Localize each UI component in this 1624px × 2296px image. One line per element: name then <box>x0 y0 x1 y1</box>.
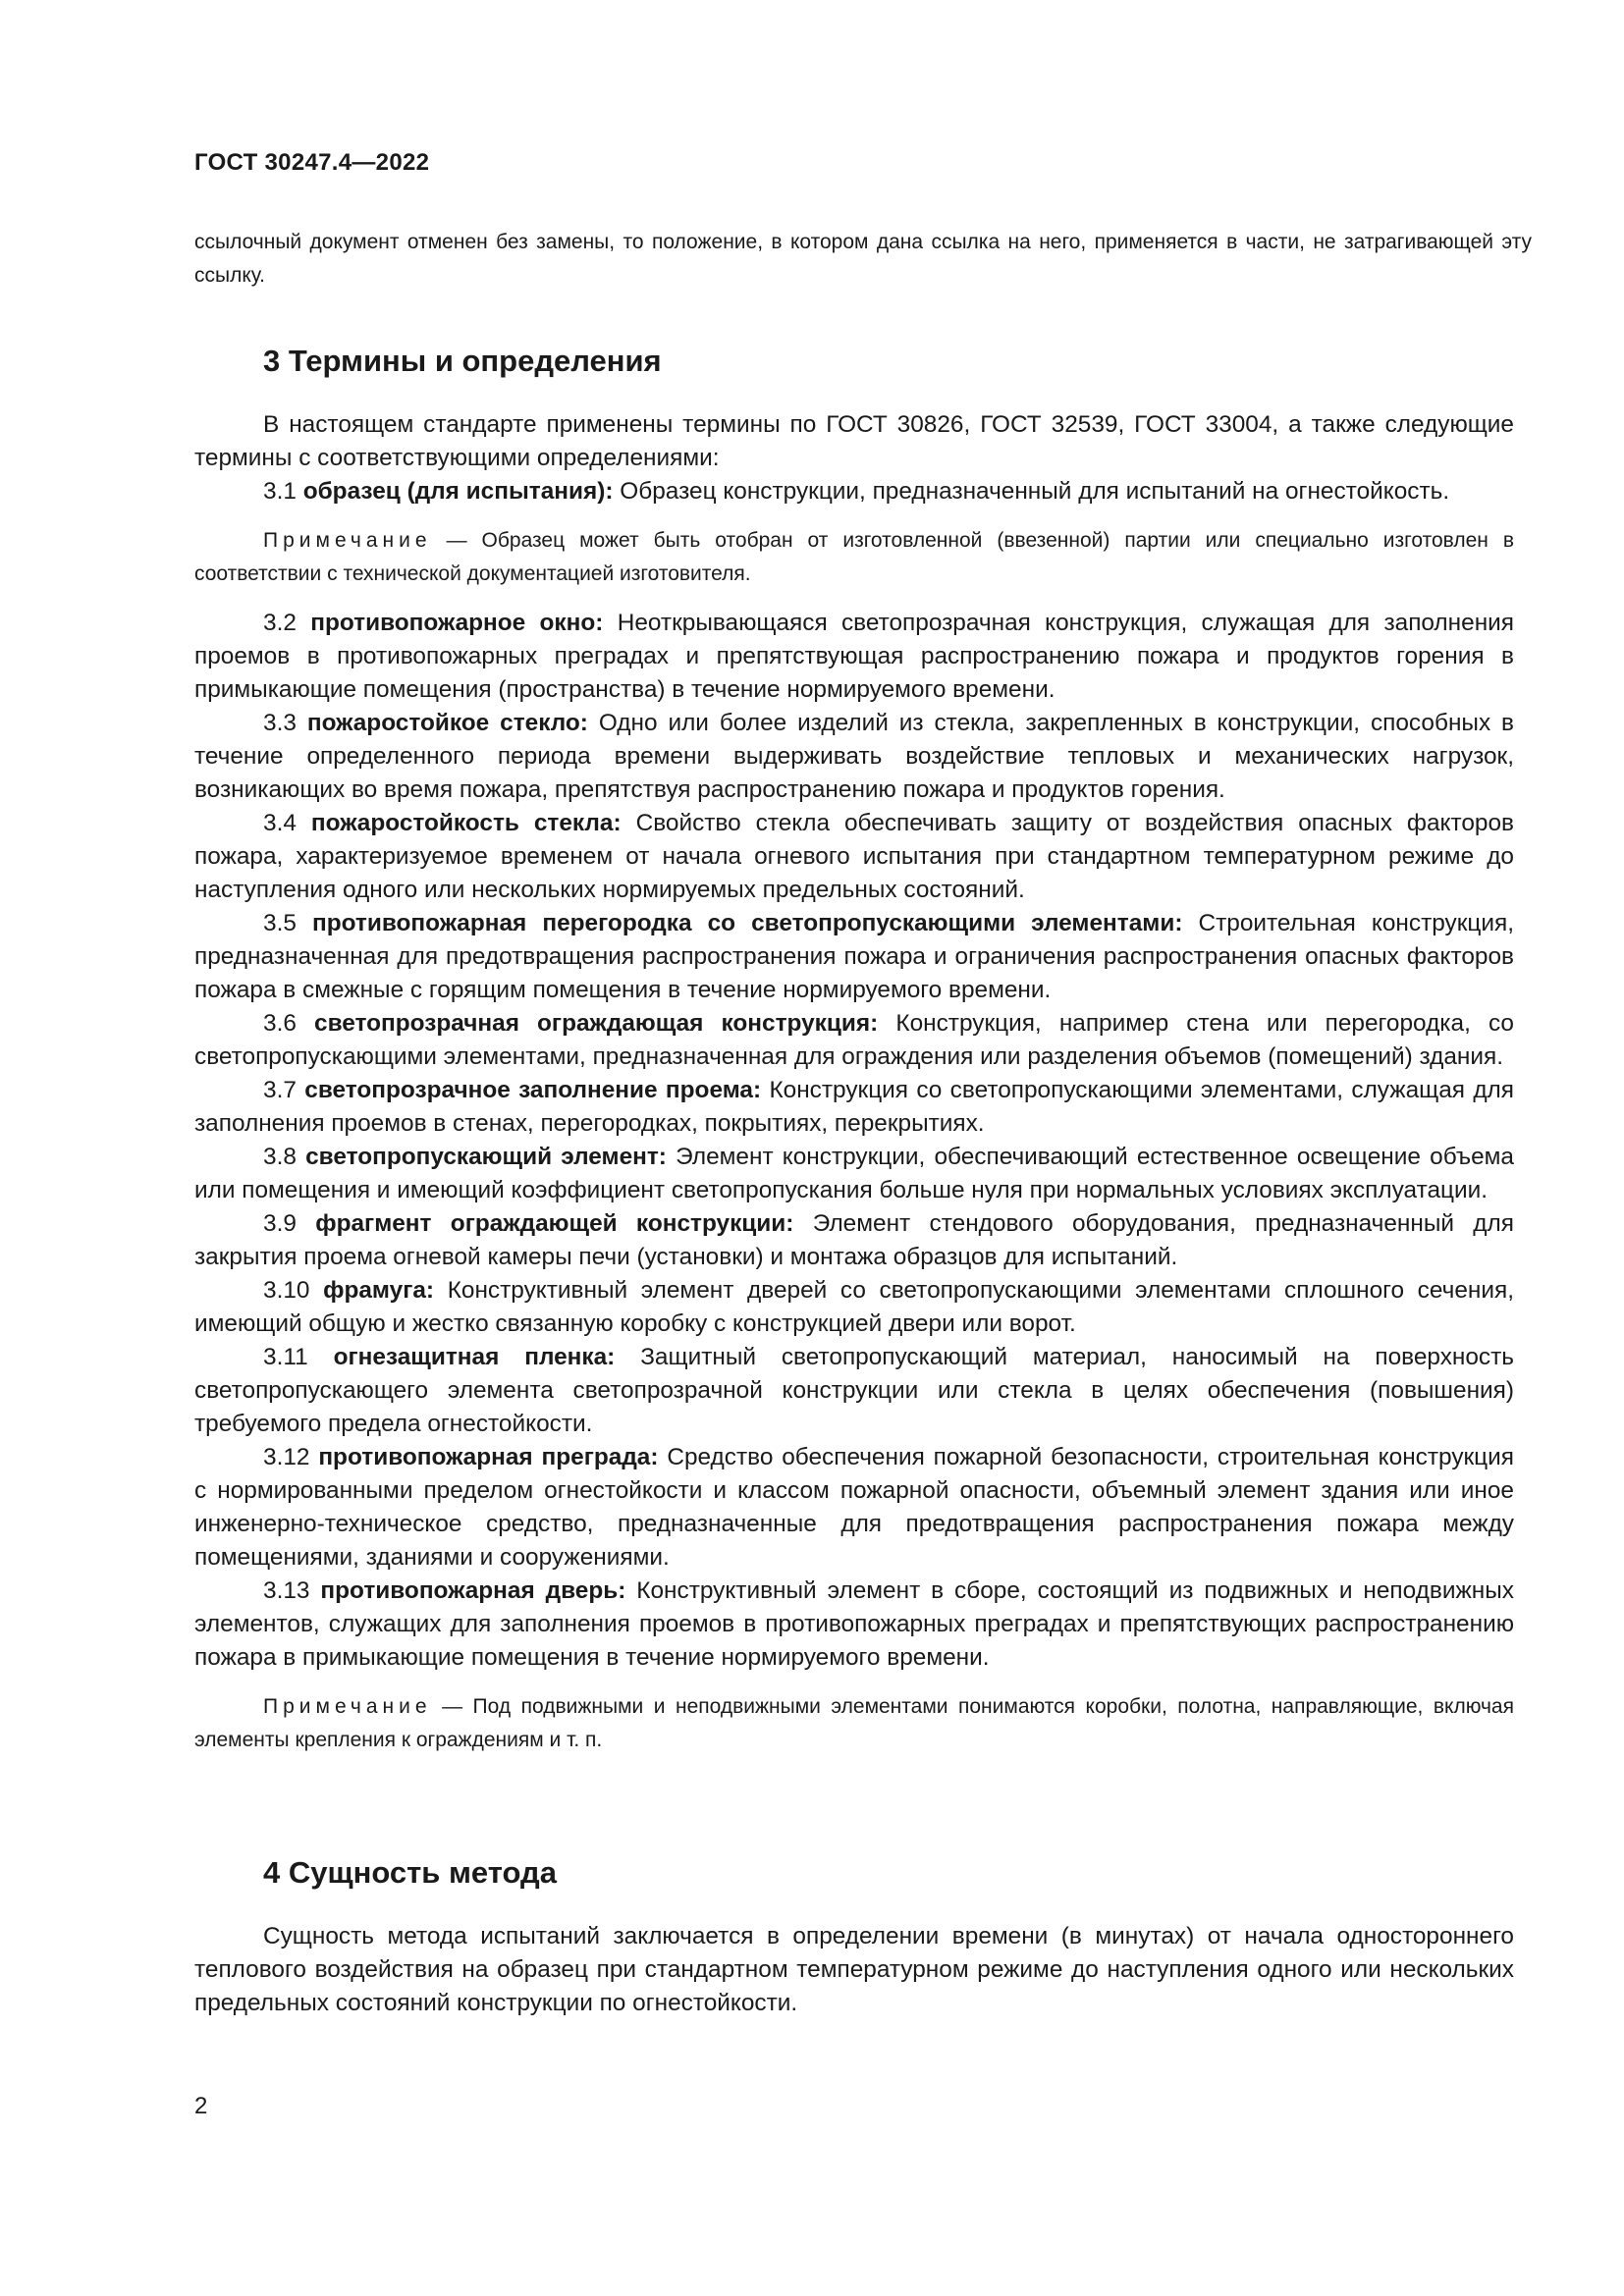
term-definition: Свойство стекла обеспечивать защиту от воздействия опасных факторов пожара, характеризуемое временем от начала огневого испытания при стандартном температурном режиме до наступления одного или нескольких нормируемых предельных состояний. <box>194 810 1515 903</box>
page-number: 2 <box>194 2093 208 2119</box>
note-1 <box>194 524 1514 591</box>
term-definition: Конструкция, например стена или перегородка, со светопропускающими элементами, предназначенная для ограждения или разделения объемов (помещений) здания. <box>194 1010 1514 1070</box>
term-name: пожаростойкое стекло: <box>306 710 588 736</box>
note-text: — Образец может быть отобран от изготовленной (ввезенной) партии или специально изготовлен в соответствии с технической документацией изготовителя. <box>194 529 1514 585</box>
term-number: 3.3 <box>263 710 297 736</box>
term-name: противопожарная преграда: <box>318 1444 659 1470</box>
term-name: светопрозрачная ограждающая конструкция: <box>314 1010 879 1037</box>
term-definition: Элемент конструкции, обеспечивающий естественное освещение объема или помещения и имеющий коэффициент светопропускания больше нуля при нормальных условиях эксплуатации. <box>194 1144 1514 1203</box>
term-3-1 <box>194 475 1514 508</box>
term-3-8 <box>194 1141 1514 1207</box>
term-number: 3.10 <box>263 1277 310 1304</box>
term-number: 3.1 <box>263 478 297 505</box>
term-name: фрагмент ограждающей конструкции: <box>315 1210 794 1237</box>
section-4-heading: 4 Сущность метода <box>263 1855 557 1890</box>
term-name: светопрозрачное заполнение проема: <box>304 1077 762 1103</box>
term-3-6 <box>194 1007 1514 1074</box>
term-3-5 <box>194 907 1514 1007</box>
term-number: 3.4 <box>263 810 297 836</box>
term-3-7 <box>194 1074 1514 1141</box>
term-number: 3.8 <box>263 1144 297 1170</box>
term-name: пожаростойкость стекла: <box>310 810 622 836</box>
term-number: 3.7 <box>263 1077 297 1103</box>
term-number: 3.5 <box>263 910 297 936</box>
term-3-13 <box>194 1575 1514 1675</box>
section-3-body <box>194 408 1514 1757</box>
term-3-2 <box>194 607 1514 707</box>
term-definition: Одно или более изделий из стекла, закрепленных в конструкции, способных в течение определенного периода времени выдерживать воздействие тепловых и механических нагрузок, возникающих во время пожара, препятствуя распространению пожара и продуктов горения. <box>194 710 1515 803</box>
section-3-intro: В настоящем стандарте применены термины по ГОСТ 30826, ГОСТ 32539, ГОСТ 33004, а также следующие термины с соответствующими определениями: <box>194 411 1514 471</box>
term-number: 3.11 <box>263 1344 308 1370</box>
term-number: 3.12 <box>263 1444 310 1470</box>
note-2 <box>194 1690 1514 1757</box>
term-definition: Защитный светопропускающий материал, наносимый на поверхность светопропускающего элемента светопрозрачной конструкции или стекла в целях обеспечения (повышения) требуемого предела огнестойкости. <box>194 1344 1515 1437</box>
note-text: — Под подвижными и неподвижными элементами понимаются коробки, полотна, направляющие, включая элементы крепления к ограждениям и т. п. <box>194 1695 1514 1751</box>
section-4-text: Сущность метода испытаний заключается в определении времени (в минутах) от начала одностороннего теплового воздействия на образец при стандартном температурном режиме до наступления одного или нескольких предельных состояний конструкции по огнестойкости. <box>194 1923 1514 2016</box>
term-name: противопожарная перегородка со светопропускающими элементами: <box>311 910 1183 936</box>
term-definition: Элемент стендового оборудования, предназначенный для закрытия проема огневой камеры печи (установки) и монтажа образцов для испытаний. <box>194 1210 1514 1270</box>
note-label: Примечание <box>263 529 432 552</box>
term-3-9 <box>194 1207 1514 1274</box>
term-3-12 <box>194 1441 1514 1575</box>
term-name: фрамуга: <box>323 1277 435 1304</box>
term-number: 3.13 <box>263 1577 310 1604</box>
term-number: 3.9 <box>263 1210 297 1237</box>
term-3-11 <box>194 1341 1514 1441</box>
term-definition: Образец конструкции, предназначенный для испытаний на огнестойкость. <box>620 478 1450 505</box>
term-name: светопропускающий элемент: <box>305 1144 667 1170</box>
term-definition: Средство обеспечения пожарной безопасности, строительная конструкция с нормированными пределом огнестойкости и классом пожарной опасности, объемный элемент здания или иное инженерно-техническое средство, предназначенные для предотвращения распространения пожара между помещениями, зданиями и сооружениями. <box>194 1444 1514 1571</box>
section-3-heading: 3 Термины и определения <box>263 344 662 378</box>
note-label: Примечание <box>263 1695 432 1718</box>
document-code: ГОСТ 30247.4—2022 <box>194 149 430 176</box>
term-3-4 <box>194 807 1514 907</box>
continuation-text: ссылочный документ отменен без замены, то положение, в котором дана ссылка на него, применяется в части, не затрагивающей эту ссылку. <box>194 231 1532 287</box>
term-3-3 <box>194 707 1514 807</box>
term-name: противопожарное окно: <box>310 610 604 636</box>
term-definition: Конструктивный элемент дверей со светопропускающими элементами сплошного сечения, имеющий общую и жестко связанную коробку с конструкцией двери или ворот. <box>194 1277 1514 1337</box>
term-definition: Неоткрывающаяся светопрозрачная конструкция, служащая для заполнения проемов в противопожарных преградах и препятствующая распространению пожара и продуктов горения в примыкающие помещения (пространства) в течение нормируемого времени. <box>194 610 1514 703</box>
term-name: огнезащитная пленка: <box>333 1344 616 1370</box>
term-definition: Конструктивный элемент в сборе, состоящий из подвижных и неподвижных элементов, служащих для заполнения проемов в противопожарных преградах и препятствующих распространению пожара в примыкающие помещения в течение нормируемого времени. <box>194 1577 1514 1671</box>
term-number: 3.2 <box>263 610 297 636</box>
term-definition: Строительная конструкция, предназначенная для предотвращения распространения пожара и ограничения распространения опасных факторов пожара в смежные с горящим помещения в течение нормируемого времени. <box>194 910 1514 1003</box>
term-name: противопожарная дверь: <box>320 1577 626 1604</box>
term-definition: Конструкция со светопропускающими элементами, служащая для заполнения проемов в стенах, перегородках, покрытиях, перекрытиях. <box>194 1077 1514 1137</box>
term-number: 3.6 <box>263 1010 297 1037</box>
term-name: образец (для испытания): <box>302 478 614 505</box>
section-4-body <box>194 1920 1514 2020</box>
term-3-10 <box>194 1274 1514 1341</box>
